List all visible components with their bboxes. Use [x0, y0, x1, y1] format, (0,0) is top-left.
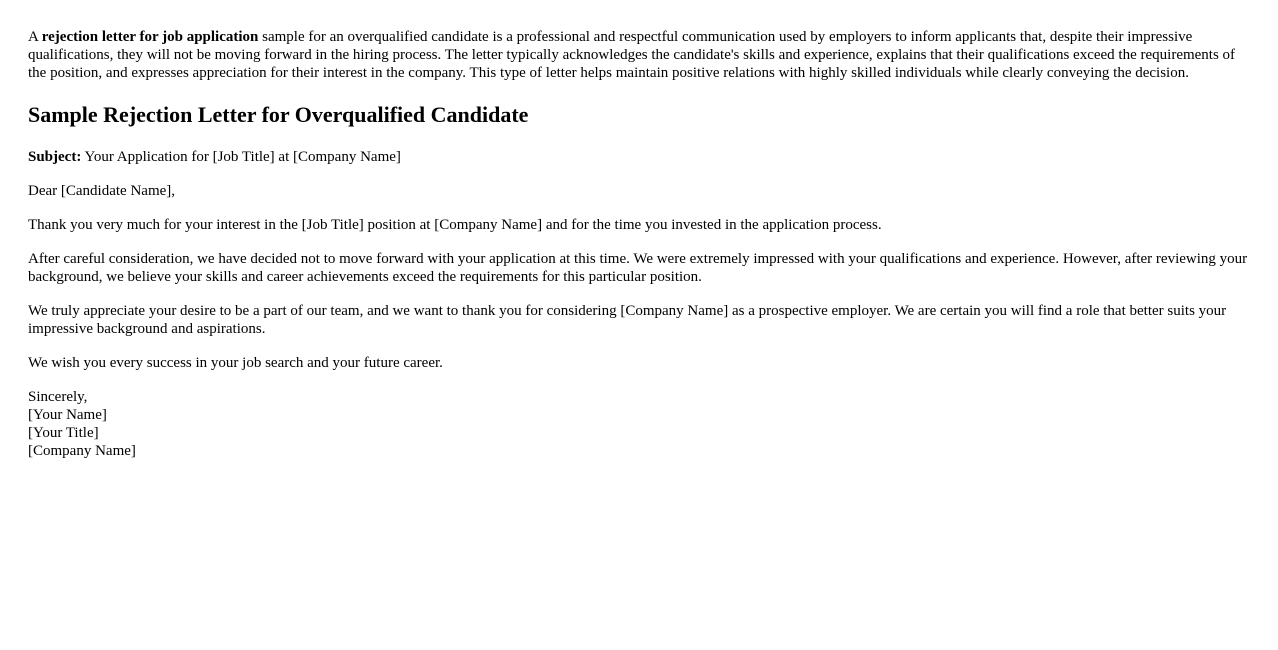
letter-paragraph-4: We wish you every success in your job search and your future career. [28, 355, 443, 371]
signature-company: [Company Name] [28, 443, 136, 459]
letter-paragraph-3: We truly appreciate your desire to be a part of our team, and we want to thank you for considering [Company Name] as a prospective employer. We are certain you will find a role that better suits your impressive background and aspirations. [28, 303, 1227, 337]
subject-text: Your Application for [Job Title] at [Company Name] [81, 149, 401, 165]
page-heading: Sample Rejection Letter for Overqualified Candidate [28, 102, 529, 127]
subject-label: Subject: [28, 149, 82, 165]
letter-paragraph-2: After careful consideration, we have decided not to move forward with your application at this time. We were extremely impressed with your qualifications and experience. However, after reviewing your background, we believe your skills and career achievements exceed the requirements for this particular position. [28, 251, 1248, 285]
letter-paragraph-1: Thank you very much for your interest in the [Job Title] position at [Company Name] and for the time you invested in the application process. [28, 217, 882, 233]
letter-subject [28, 148, 1248, 166]
intro-paragraph [28, 28, 1248, 82]
signature-title: [Your Title] [28, 425, 99, 441]
document-page [28, 28, 1248, 460]
intro-rest: sample for an overqualified candidate is a professional and respectful communication used by employers to inform applicants that, despite their impressive qualifications, they will not be moving forward in the hiring process. The letter typically acknowledges the candidate's skills and experience, explains that their qualifications exceed the requirements of the position, and expresses appreciation for their interest in the company. This type of letter helps maintain positive relations with highly skilled individuals while clearly conveying the decision. [28, 29, 1236, 81]
signature-name: [Your Name] [28, 407, 107, 423]
letter-closing: Sincerely, [28, 389, 88, 405]
intro-lead: A [28, 29, 42, 45]
letter-signature [28, 388, 1248, 460]
intro-bold-term: rejection letter for job application [41, 29, 259, 45]
letter-salutation: Dear [Candidate Name], [28, 183, 176, 199]
